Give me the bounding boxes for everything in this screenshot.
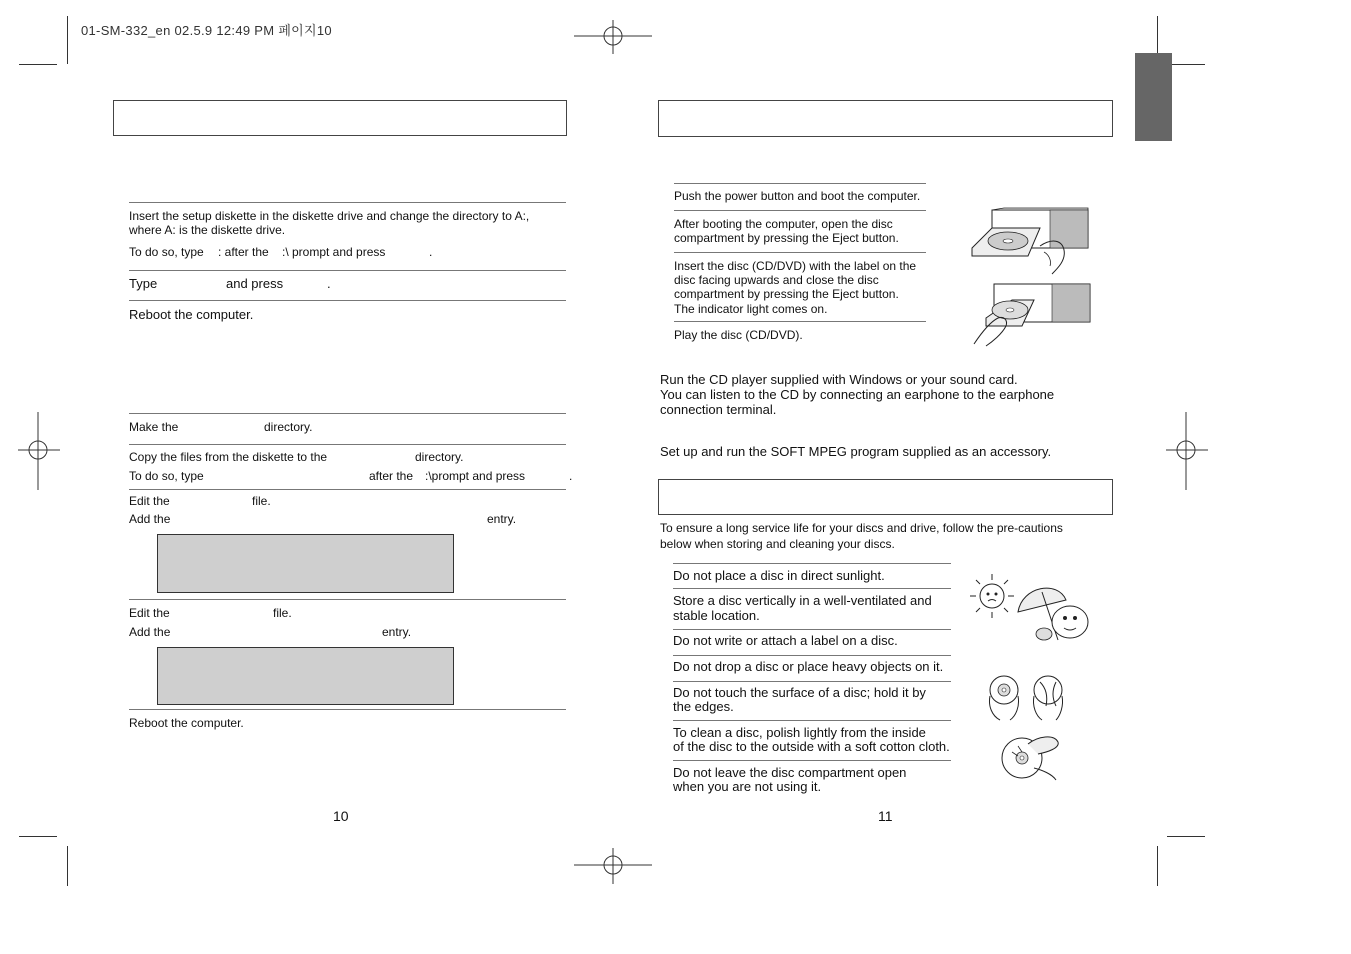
step-line: compartment by pressing the Eject button. — [674, 287, 899, 301]
audio-line: Run the CD player supplied with Windows or your sound card. — [660, 372, 1018, 387]
video-line: Set up and run the SOFT MPEG program supplied as an accessory. — [660, 444, 1052, 459]
care-item: of the disc to the outside with a soft cotton cloth. — [673, 739, 950, 754]
step-line: compartment by pressing the Eject button. — [674, 231, 899, 245]
manual-line: :\prompt and press — [425, 469, 526, 483]
manual-line: Add the — [129, 625, 171, 639]
care-item: Do not place a disc in direct sunlight. — [673, 568, 885, 583]
manual-line: after the — [369, 469, 414, 483]
step-line: Push the power button and boot the computer. — [674, 189, 921, 203]
registration-mark-icon — [1166, 412, 1208, 490]
code-box — [157, 534, 454, 593]
manual-line: entry. — [487, 512, 517, 526]
install-line: . — [327, 276, 331, 291]
install-line: To do so, type — [129, 245, 204, 259]
care-item: To clean a disc, polish lightly from the inside — [673, 725, 926, 740]
registration-mark-icon — [574, 20, 652, 54]
drive-open-illustration — [970, 208, 1090, 278]
care-item: Do not write or attach a label on a disc. — [673, 633, 898, 648]
care-intro-line: To ensure a long service life for your discs and drive, follow the pre-cautions — [660, 521, 1063, 535]
sun-heat-illustration — [962, 570, 1096, 648]
section-tab — [1135, 53, 1172, 141]
install-line: Type — [129, 276, 158, 291]
manual-line: file. — [252, 494, 271, 508]
step-line: Play the disc (CD/DVD). — [674, 328, 803, 342]
step-line: The indicator light comes on. — [674, 302, 828, 316]
care-item: when you are not using it. — [673, 779, 822, 794]
install-line: where A: is the diskette drive. — [129, 223, 286, 237]
care-item: Do not drop a disc or place heavy objects on it. — [673, 659, 944, 674]
care-header-box — [658, 479, 1113, 515]
hand-holding-disc-illustration — [986, 672, 1070, 722]
manual-line: Copy the files from the diskette to the — [129, 450, 328, 464]
manual-line: Make the — [129, 420, 179, 434]
manual-line: directory. — [264, 420, 313, 434]
manual-line: Reboot the computer. — [129, 716, 244, 730]
step-line: disc facing upwards and close the disc — [674, 273, 879, 287]
audio-line: connection terminal. — [660, 402, 777, 417]
install-line: Reboot the computer. — [129, 307, 254, 322]
code-box — [157, 647, 454, 705]
install-line: Insert the setup diskette in the diskette drive and change the directory to A:, — [129, 209, 530, 223]
manual-line: Edit the — [129, 494, 170, 508]
care-item: Do not touch the surface of a disc; hold it by — [673, 685, 926, 700]
care-item: the edges. — [673, 699, 734, 714]
install-line: :\ prompt and press — [282, 245, 386, 259]
step-line: After booting the computer, open the disc — [674, 217, 893, 231]
manual-line: entry. — [382, 625, 412, 639]
registration-mark-icon — [574, 848, 652, 884]
page-number: 10 — [333, 808, 349, 824]
page-number: 11 — [878, 808, 893, 824]
install-line: and press — [226, 276, 284, 291]
cleaning-disc-illustration — [998, 730, 1060, 784]
care-item: Store a disc vertically in a well-ventilated and — [673, 593, 932, 608]
manual-line: directory. — [415, 450, 464, 464]
manual-line: file. — [273, 606, 292, 620]
care-item: stable location. — [673, 608, 760, 623]
manual-line: To do so, type — [129, 469, 204, 483]
install-line: : after the — [218, 245, 269, 259]
left-header-box — [113, 100, 567, 136]
install-line: . — [429, 245, 433, 259]
step-line: Insert the disc (CD/DVD) with the label on the — [674, 259, 917, 273]
audio-line: You can listen to the CD by connecting an earphone to the earphone — [660, 387, 1055, 402]
print-slug: 01-SM-332_en 02.5.9 12:49 PM 페이지10 — [81, 23, 332, 38]
manual-line: Edit the — [129, 606, 170, 620]
care-intro-line: below when storing and cleaning your discs. — [660, 537, 895, 551]
manual-line: Add the — [129, 512, 171, 526]
right-header-box — [658, 100, 1113, 137]
registration-mark-icon — [18, 412, 60, 490]
care-item: Do not leave the disc compartment open — [673, 765, 907, 780]
manual-line: . — [569, 469, 573, 483]
disc-insert-illustration — [972, 282, 1092, 348]
